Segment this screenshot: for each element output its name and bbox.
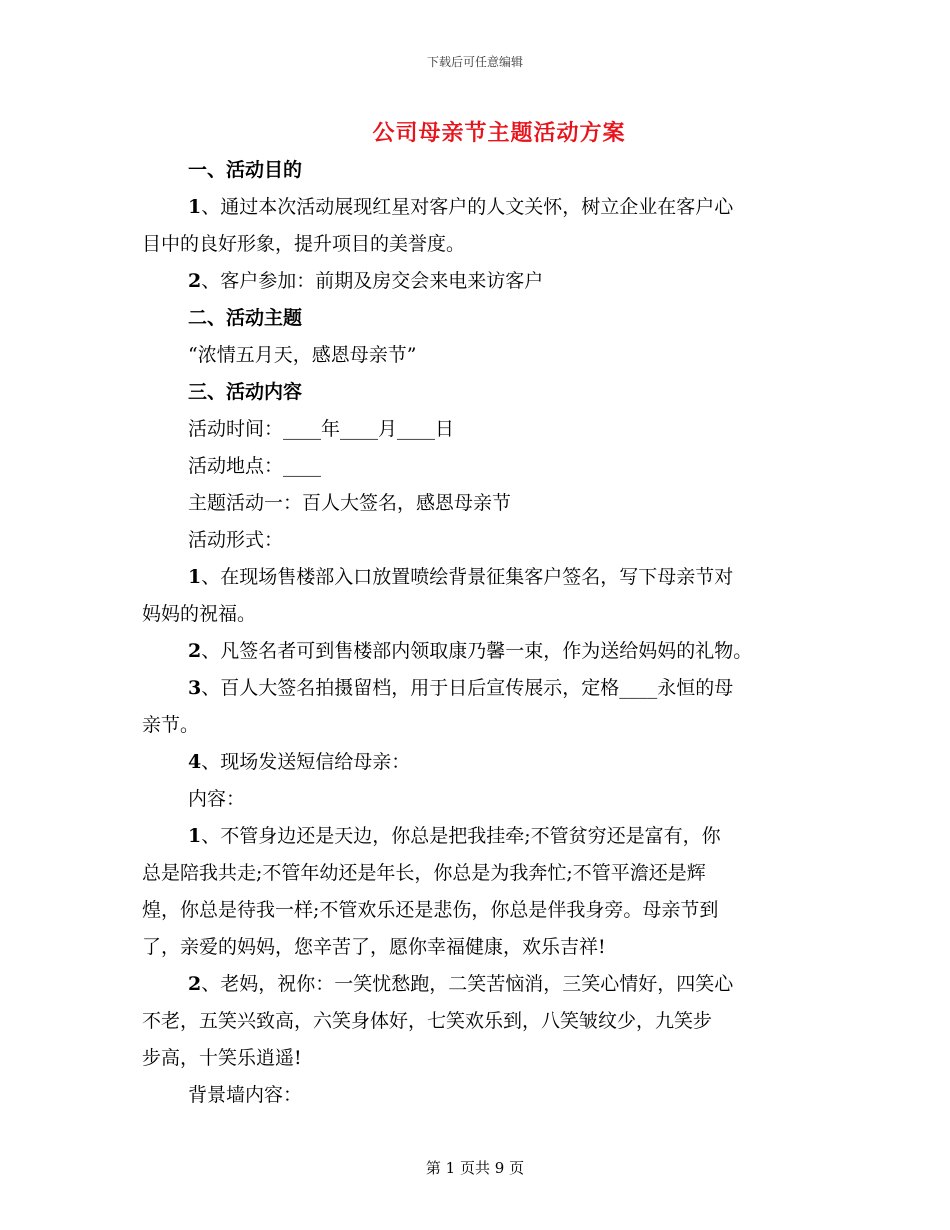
item-number: 1 <box>188 566 202 588</box>
line-text: 煌，你总是待我一样;不管欢乐还是悲伤，你总是伴我身旁。母亲节到 <box>142 899 719 921</box>
line-text: 、通过本次活动展现红星对客户的人文关怀，树立企业在客户心 <box>201 196 734 218</box>
paragraph-line <box>142 337 810 374</box>
paragraph-line <box>142 892 810 929</box>
paragraph-line <box>142 855 810 892</box>
item-number: 3 <box>188 677 202 699</box>
paragraph-line <box>142 1077 810 1114</box>
line-text: 一、活动目的 <box>188 159 303 181</box>
line-text: 二、活动主题 <box>188 307 303 329</box>
line-text: 步高，十笑乐逍遥! <box>142 1047 302 1069</box>
item-number: 1 <box>188 825 202 847</box>
paragraph-line <box>142 596 810 633</box>
paragraph-line <box>142 226 810 263</box>
document-title: 公司母亲节主题活动方案 <box>372 120 626 146</box>
paragraph-line <box>142 1003 810 1040</box>
line-text: 总是陪我共走;不管年幼还是年长，你总是为我奔忙;不管平澹还是辉 <box>142 862 706 884</box>
paragraph-line <box>142 411 810 448</box>
line-text: 主题活动一：百人大签名，感恩母亲节 <box>188 492 512 514</box>
paragraph-line <box>142 485 810 522</box>
paragraph-line <box>142 929 810 966</box>
paragraph-line <box>142 448 810 485</box>
paragraph-line <box>142 633 810 670</box>
item-number: 2 <box>188 270 202 292</box>
line-text: 、客户参加：前期及房交会来电来访客户 <box>201 270 544 292</box>
header-note: 下载后可任意编辑 <box>426 55 523 69</box>
line-text: 、凡签名者可到售楼部内领取康乃馨一束，作为送给妈妈的礼物。 <box>201 640 753 662</box>
section-heading <box>142 300 810 337</box>
section-heading <box>142 374 810 411</box>
paragraph-line <box>142 522 810 559</box>
item-number: 2 <box>188 973 202 995</box>
line-text: 亲节。 <box>142 714 200 736</box>
paragraph-line <box>142 744 810 781</box>
line-text: 活动时间：____年____月____日 <box>188 418 455 440</box>
line-text: 三、活动内容 <box>188 381 303 403</box>
item-number: 1 <box>188 196 202 218</box>
paragraph-line <box>142 670 810 707</box>
document-body <box>142 152 810 1114</box>
line-text: 活动地点：____ <box>188 455 322 477</box>
line-text: 内容： <box>188 788 246 810</box>
line-text: 、现场发送短信给母亲： <box>201 751 411 773</box>
line-text: 妈妈的祝福。 <box>142 603 257 625</box>
line-text: 、百人大签名拍摄留档，用于日后宣传展示，定格____永恒的母 <box>201 677 734 699</box>
line-text: “浓情五月天，感恩母亲节” <box>188 344 417 366</box>
line-text: 活动形式： <box>188 529 284 551</box>
item-number: 2 <box>188 640 202 662</box>
paragraph-line <box>142 559 810 596</box>
paragraph-line <box>142 966 810 1003</box>
line-text: 、老妈，祝你：一笑忧愁跑，二笑苦恼消，三笑心情好，四笑心 <box>201 973 734 995</box>
line-text: 背景墙内容： <box>188 1084 303 1106</box>
item-number: 4 <box>188 751 202 773</box>
page-footer: 第 1 页共 9 页 <box>425 1159 525 1177</box>
line-text: 目中的良好形象，提升项目的美誉度。 <box>142 233 466 255</box>
section-heading <box>142 152 810 189</box>
paragraph-line <box>142 781 810 818</box>
paragraph-line <box>142 189 810 226</box>
paragraph-line <box>142 707 810 744</box>
line-text: 、在现场售楼部入口放置喷绘背景征集客户签名，写下母亲节对 <box>201 566 734 588</box>
line-text: 了，亲爱的妈妈，您辛苦了，愿你幸福健康，欢乐吉祥! <box>142 936 606 958</box>
line-text: 、不管身边还是天边，你总是把我挂牵;不管贫穷还是富有，你 <box>201 825 721 847</box>
paragraph-line <box>142 1040 810 1077</box>
paragraph-line <box>142 263 810 300</box>
line-text: 不老，五笑兴致高，六笑身体好，七笑欢乐到，八笑皱纹少，九笑步 <box>142 1010 713 1032</box>
paragraph-line <box>142 818 810 855</box>
